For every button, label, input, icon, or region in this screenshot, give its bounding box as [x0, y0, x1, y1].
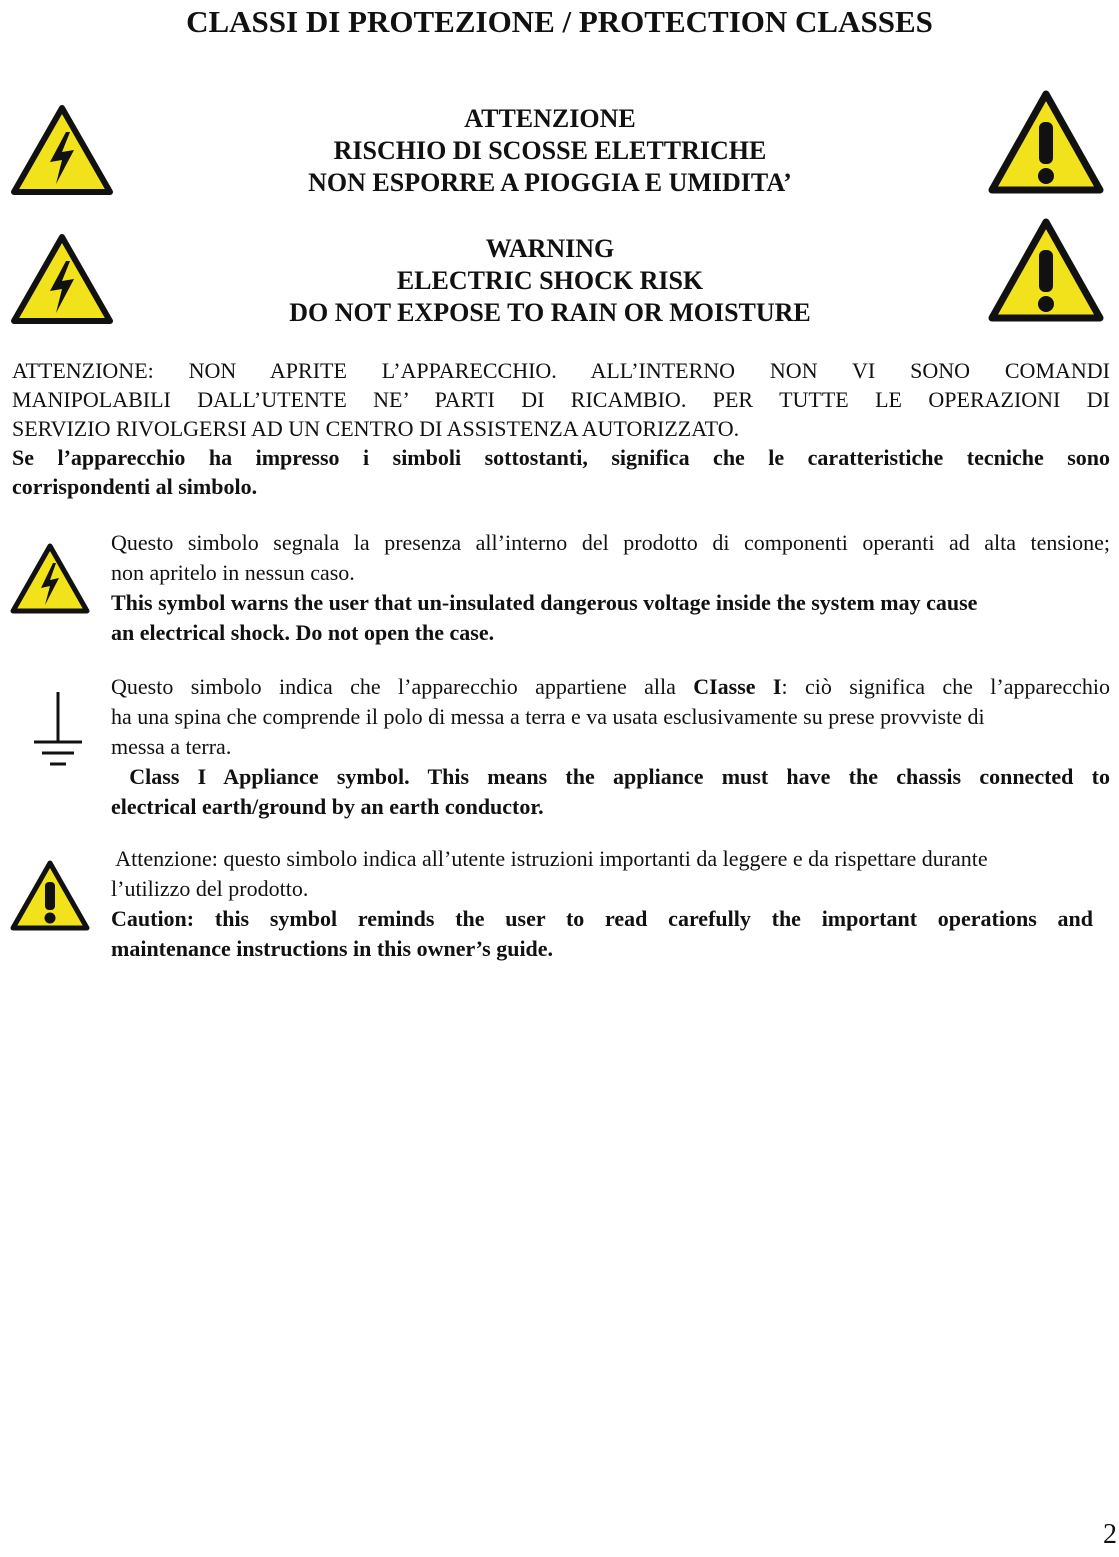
page-title: CLASSI DI PROTEZIONE / PROTECTION CLASSES: [186, 4, 933, 39]
intro-paragraph: [12, 356, 1110, 501]
general-warning-icon: [10, 860, 90, 932]
earth-description-en: electrical earth/ground by an earth conductor.: [111, 794, 544, 819]
caution-symbol-description: [111, 844, 1110, 964]
shock-description-it: Questo simbolo segnala la presenza all’interno del prodotto di componenti operanti ad alta tensione;: [111, 530, 1110, 555]
general-warning-icon: [988, 90, 1104, 194]
intro-line: SERVIZIO RIVOLGERSI AD UN CENTRO DI ASSISTENZA AUTORIZZATO.: [12, 416, 740, 441]
page-number: 2: [1103, 1519, 1117, 1550]
warning-english-heading: WARNING: [485, 234, 615, 263]
warning-italian-heading: ATTENZIONE: [464, 104, 636, 133]
intro-bold-line: Se l’apparecchio ha impresso i simboli sottostanti, significa che le caratteristiche tecniche sono: [12, 445, 1110, 470]
intro-bold-line: corrispondenti al simbolo.: [12, 474, 258, 499]
earth-symbol-description: [111, 672, 1110, 822]
earth-description-en: Class I Appliance symbol. This means the appliance must have the chassis connected to: [111, 764, 1110, 789]
earth-description-it: ha una spina che comprende il polo di messa a terra e va usata esclusivamente su prese provviste di: [111, 704, 985, 729]
shock-symbol-description: [111, 528, 1110, 648]
shock-description-en: an electrical shock. Do not open the case.: [111, 620, 495, 645]
caution-description-en: maintenance instructions in this owner’s guide.: [111, 936, 554, 961]
shock-description-en: This symbol warns the user that un-insulated dangerous voltage inside the system may cause: [111, 590, 978, 615]
caution-description-it: Attenzione: questo simbolo indica all’utente istruzioni importanti da leggere e da rispettare durante: [111, 846, 988, 871]
intro-line: ATTENZIONE: NON APRITE L’APPARECCHIO. ALL’INTERNO NON VI SONO COMANDI: [12, 358, 1110, 383]
high-voltage-warning-icon: [10, 233, 114, 325]
earth-description-it: messa a terra.: [111, 734, 232, 759]
shock-description-it: non apritelo in nessun caso.: [111, 560, 355, 585]
warning-english-line: DO NOT EXPOSE TO RAIN OR MOISTURE: [289, 298, 811, 327]
intro-line: MANIPOLABILI DALL’UTENTE NE’ PARTI DI RICAMBIO. PER TUTTE LE OPERAZIONI DI: [12, 387, 1110, 412]
caution-description-it: l’utilizzo del prodotto.: [111, 876, 309, 901]
warning-english: [140, 233, 960, 329]
warning-italian: [140, 103, 960, 199]
warning-italian-line: NON ESPORRE A PIOGGIA E UMIDITA’: [308, 168, 792, 197]
warning-italian-line: RISCHIO DI SCOSSE ELETTRICHE: [333, 136, 767, 165]
high-voltage-warning-icon: [10, 543, 90, 615]
general-warning-icon: [988, 218, 1104, 322]
earth-description-it: Questo simbolo indica che l’apparecchio appartiene alla CIasse I: ciò significa che l’apparecchio: [111, 674, 1110, 699]
caution-description-en: Caution: this symbol reminds the user to read carefully the important operations and: [111, 906, 1093, 931]
earth-ground-icon: [28, 690, 88, 772]
warning-english-line: ELECTRIC SHOCK RISK: [396, 266, 704, 295]
high-voltage-warning-icon: [10, 104, 114, 196]
class-i-label: CIasse I: [693, 674, 782, 699]
